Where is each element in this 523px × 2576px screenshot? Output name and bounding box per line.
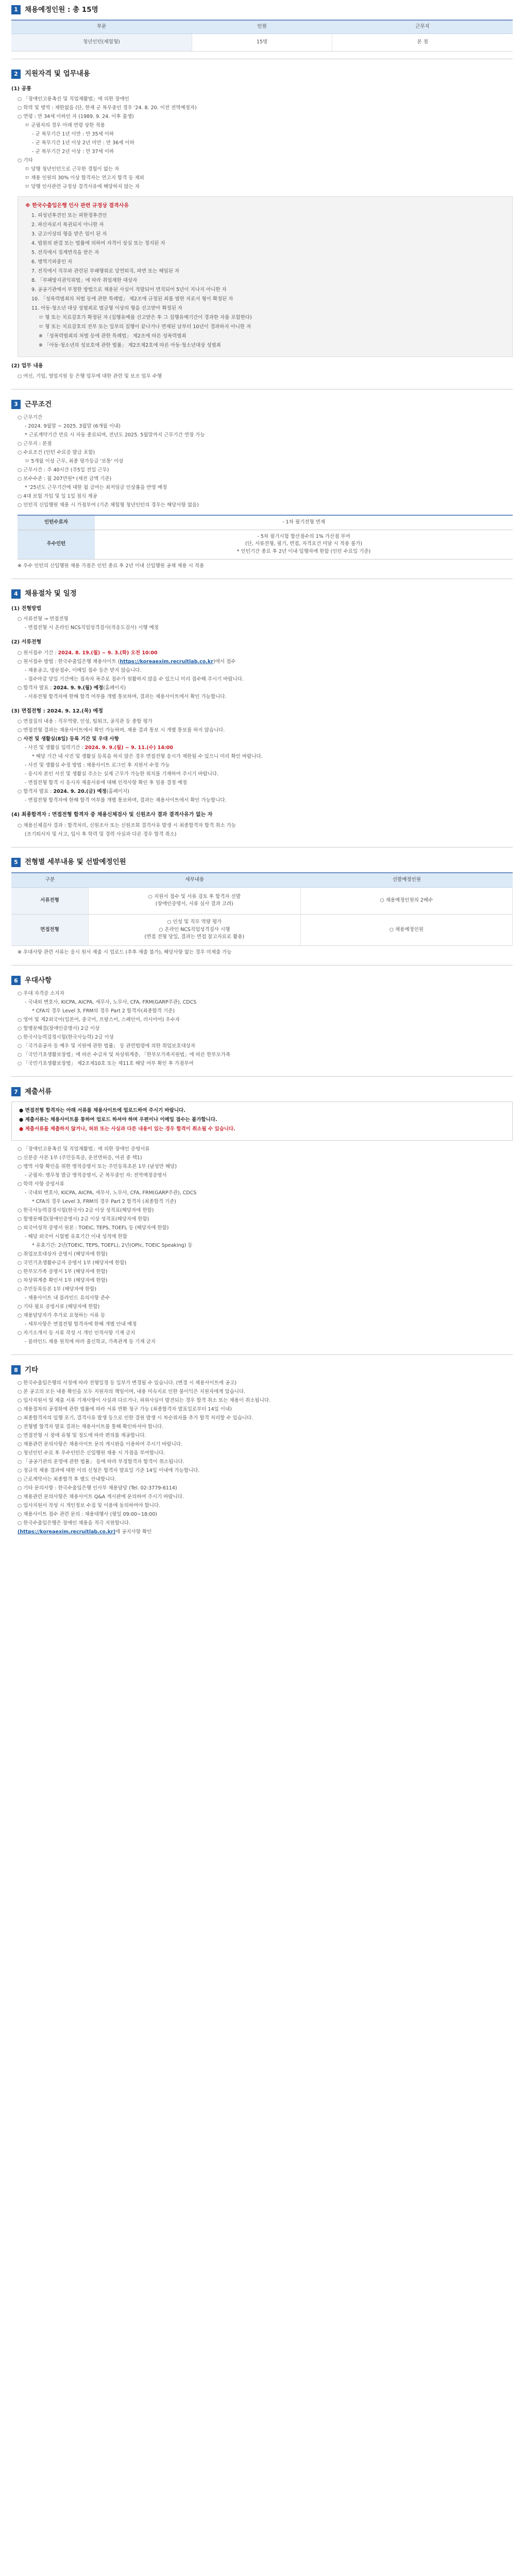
pass-label: ○ 합격자 발표 : [18,685,54,691]
divider [11,847,513,848]
text-line: - 2024. 9월말 ~ 2025. 3월말 (6개월 이내) [25,423,121,429]
text-line: ○ 국민기초생활수급자 증명서 1부 (해당자에 한함) [18,1260,127,1266]
text-line: 3. 금고이상의 형을 받은 임이 된 자 [31,231,107,237]
text-line: ○ 한국사능력검정시험(한국사) 2급 이상 성적표(해당자에 한함) [18,1208,154,1214]
section-qualifications [11,69,513,390]
text-line: ㅁ 군필자의 경우 아래 연령 상한 적용 [25,123,105,128]
text-line: 1. 피성년후견인 또는 피한정후견인 [31,212,107,218]
text-line: * 유효기간: 2년(TOEIC, TEPS, TOEFL), 2년(OPIc, TOEIC Speaking) 등 [32,1243,193,1249]
text-line: - 군필자: 병무청 발급 병적증명서, 군 복무중인 자: 전역예정증명서 [25,1173,167,1179]
text-line [11,650,513,658]
notice-line: ● 제출서류를 제출하지 않거나, 허위 또는 사실과 다른 내용이 있는 경우 합격이 취소될 수 있습니다. [19,1126,235,1132]
text-line: ○ 외국어성적 증명서 원본 : TOEIC, TEPS, TOEFL 등 (해당자에 한함) [18,1225,169,1231]
text-line: 4. 법원의 판결 또는 법률에 의하여 자격이 상실 또는 정지된 자 [31,240,165,246]
text-line: 8. 「부패방지권익위법」에 따라 취업제한 대상자 [31,277,138,283]
text-line: ○ 「장애인고용촉진 및 직업재활법」에 의한 장애인 [18,96,129,102]
section-process-schedule [11,588,513,848]
text-line: ○ 기타 필요 증빙서류 (해당자에 한함) [18,1304,100,1310]
text-line: ○ 면접전형 결과는 채용사이트에서 확인 가능하며, 채용 결과 통보 시 개별 통보를 하지 않습니다. [18,727,225,734]
section-number-badge: 5 [11,858,21,867]
link-suffix: 에서 접수 [215,658,236,665]
subheading: (2) 서류전형 [11,639,42,646]
text-line: ㅁ 형 또는 치료감호가 확정된 자 (집행유예를 선고받은 후 그 집행유예기간이 경과한 자를 포함한다) [39,314,252,320]
text-line: ○ 취업보호대상자 증명서 (해당자에 한함) [18,1251,108,1258]
table-header: 부문 [11,20,192,33]
section-screening-details [11,857,513,965]
recruit-site-link[interactable]: https://koreaexim.recruitlab.co.kr [120,658,213,665]
section-header [11,1086,513,1097]
apply-period: 2024. 8. 19.(월) ~ 9. 3.(화) 오전 10:00 [58,650,158,656]
text-line: ○ 채용사이트 접수 관련 문의 : 채용대행사 (평일 09:00~18:00) [18,1512,157,1518]
text-line: - 채용공고, 방문접수, 이메일 접수 등은 받지 않습니다. [25,667,142,673]
text-line: ○ 차상위계층 확인서 1부 (해당자에 한함) [18,1278,108,1284]
section-header [11,1364,513,1376]
text-line: ㅁ 채용 인원의 30% 이상 합격자는 연고지 합격 등 제외 [25,175,144,181]
section-title: 기타 [25,1365,39,1374]
text-line: - 세부사항은 면접전형 합격자에 한해 개별 안내 예정 [25,1321,137,1328]
text-line [11,744,513,753]
table-cell: 청년인턴(체험형) [11,33,192,51]
text-line: ○ 병역 사항 확인을 위한 병적증명서 또는 주민등록초본 1부 (남성만 해당) [18,1164,177,1170]
text-line: 5. 전직에서 징계면직을 받은 자 [31,249,99,256]
text-line: ○ 근무기간 [18,415,43,420]
table-cell: ○ 인성 및 직무 역량 평가 ○ 온라인 NCS직업성격검사 시행 (면접 전형 당일, 결과는 면접 참고자료로 활용) [89,914,301,946]
text-line: - 군 복무기간 1년 이만 : 만 35세 이하 [32,131,114,137]
section-header [11,4,513,15]
text-line: ○ 입사지원서 작성 시 개인정보 수집 및 이용에 동의하여야 합니다. [18,1503,161,1509]
apply-period-label: ○ 원서접수 기간 : [18,650,58,656]
text-line: ○ 학력 사항 증빙서류 [18,1181,64,1188]
text-line: ○ 「국민기초생활보장법」에 따른 수급자 및 차상위계층, 「한부모가족지원법」에 따른 한부모가족 [18,1052,231,1058]
text-line: ※ 「아동·청소년의 성보호에 관한 법률」 제2조제2호에 따른 아동·청소년대상 성범죄 [39,342,221,348]
text-line: * 근로계약기간 만료 시 자동 종료되며, 전년도 2025. 5월말까지 근무기간 연장 가능 [25,432,205,438]
text-line: ○ 면접질의 내용 : 직무역량, 인성, 팀워크, 공직관 등 종합 평가 [18,719,153,725]
subheading: (1) 전형방법 [11,605,42,612]
text-line: - 군 복무기간 1년 이상 2년 미만 : 만 36세 이하 [32,140,134,146]
table-cell: ○ 지원서 접수 및 서류 검토 후 합격자 선발 (장애인증명서, 서류 심사 결과 고려) [89,888,301,914]
text-line: ○ 채용관련 문의사항은 채용사이트 Q&A 게시판에 문의하여 주시기 바랍니다. [18,1494,184,1500]
text-line: ○ 연령 : 만 34세 이하인 자 (1989. 9. 24. 이후 출생) [18,114,134,120]
text-line: ○ 채용절차의 공정화에 관한 법률에 따라 서류 반환 청구 가능 (최종합격자 발표일로부터 14일 이내) [18,1406,232,1413]
section-documents [11,1086,513,1355]
text-line: - 국내외 변호사, KICPA, AICPA, 세무사, 노무사, CFA, FRM(GARP주관), CDCS [25,999,197,1006]
text-line: ○ 본 공고의 모든 내용 확인을 모두 지원자의 책임이며, 내용 미숙지로 인한 불이익은 지원자에게 있습니다. [18,1389,246,1395]
table-row [11,33,513,51]
text-line: ○ 보수수준 : 월 207만원* (세전 금액 기준) [18,476,112,482]
text-line: (조기퇴사자 및 사고, 입사 후 학력 및 경력 사실과 다른 경우 합격 취소) [25,831,177,837]
section-number-badge: 1 [11,5,21,14]
text-line: ㅁ 당행 인사관련 규정상 결격사유에 해당하지 않는 자 [25,184,140,190]
table-header: 인원 [192,20,332,33]
table-label: 우수인턴 [18,530,95,560]
table-cell: 본 점 [332,33,513,51]
footnote: ※ 우대사항 관련 서류는 응시 원서 제출 시 업로드 (추후 제출 불가), 해당사항 없는 경우 미제출 가능 [18,950,232,956]
section-preferences [11,975,513,1077]
table-label: 면접전형 [11,914,89,946]
section-header [11,399,513,410]
text-line: * CFA의 경우 Level 3, FRM의 경우 Part 2 합격자(최종합격 기준) [32,1008,175,1014]
text-line: ○ 원서접수 방법 : 한국수출입은행 채용사이트 (https://koreaexim.recruitlab.co.kr)에서 접수 [18,658,236,665]
text-line: ○ 한부모가족 증명서 1부 (해당자에 한함) [18,1269,108,1275]
text-line: ○ 근무시간 : 주 40시간 (주5일 전일 근무) [18,467,109,473]
text-line: - 해당 외국어 시험별 유효기간 이내 성적에 한함 [25,1234,127,1240]
text-line: ○ 「공공기관의 운영에 관한 법률」 등에 따라 부정합격자 합격이 취소됩니다. [18,1459,184,1465]
text-line: ○ 여신, 기업, 영업지원 등 은행 업무에 대한 관련 및 보조 업무 수행 [18,374,162,379]
text-line: ○ 채용관련 문의사항은 채용사이트 문의 게시판을 이용하여 주시기 바랍니다. [18,1442,182,1448]
text-line: 2. 파산자로서 복권되지 아니한 자 [31,222,104,228]
text-line: ㅁ 5개월 이상 근무, 최종 평가등급 '보통' 이상 [25,459,124,464]
text-line: ○ 「장애인고용촉진 및 직업재활법」에 의한 장애인 증명서류 [18,1146,150,1153]
divider [11,1354,513,1355]
subheading: (4) 최종합격자 : 면접전형 합격자 중 채용신체검사 및 신원조사 결과 결격사유가 없는 자 [11,812,213,818]
text-line: - 접수마감 당일 기간에는 접속자 폭주로 접수가 원활하지 않을 수 있으니 미리 접수해 주시기 바랍니다. [25,676,244,682]
pass-date: 2024. 9. 9.(월) 예정 [53,685,104,691]
table-header-row [11,20,513,33]
text-line: - 면접전형 시 온라인 NCS직업성격검사(적응도검사) 시행 예정 [25,625,159,631]
pass-suffix: (홈페이지) [106,789,129,795]
text-line: ○ 영어 및 제2외국어(일본어, 중국어, 프랑스어, 스페인어, 러시아어) 우수자 [18,1017,180,1023]
section-title: 우대사항 [25,976,52,985]
text-line: ○ 청년인턴 수료 후 우수인턴은 신입행원 채용 시 가점을 부여합니다. [18,1450,165,1456]
text-line: ○ 신분증 사본 1부 (주민등록증, 운전면허증, 여권 중 택1) [18,1155,142,1161]
table-cell: 15명 [192,33,332,51]
text-line: ○ 합병문해결(장애인증명서) 2급 이상 성적표(해당자에 한함) [18,1216,149,1223]
text-line: ○ 근로계약서는 최종합격 후 별도 안내합니다. [18,1477,116,1483]
text-line: ○ 인턴직 신입행원 채용 시 가점부여 (기존 체험형 청년인턴의 경우는 해당사항 없음) [18,502,199,508]
documents-notice-box [11,1101,513,1141]
text-line: - 면접전형 합격 시 응시자 제출서류에 대해 인적사항 확인 후 임용 결정 예정 [25,780,187,786]
text-line: ○ 주민등록등본 1부 (해당자에 한함) [18,1286,97,1293]
screening-table [11,872,513,946]
text-line: ○ 한국수출입은행의 사정에 따라 전형일정 등 일부가 변경될 수 있습니다. (변경 시 채용사이트에 공고) [18,1380,237,1386]
text-line: 6. 병역기피중인 자 [31,259,73,265]
subheading: (1) 공통 [11,86,31,92]
text-line: - 블라인드 채용 원칙에 따라 출신학교, 가족관계 등 기재 금지 [25,1339,156,1345]
text-line: - 응시자 본인 사진 및 생활실 주소는 실제 근무가 가능한 위치를 기재하여 주시기 바랍니다. [25,771,219,777]
text-line [11,1529,513,1537]
section-title: 채용예정인원 : 총 15명 [25,5,98,14]
disqualification-box [18,196,513,357]
section-headcount [11,4,513,59]
text-line: ○ 정규직 채용 결과에 대한 이의 신청은 합격자 발표일 기준 14일 이내에 가능합니다. [18,1468,200,1474]
link-suffix: 에 공지사항 확인 [115,1529,152,1535]
section-number-badge: 7 [11,1087,21,1096]
photo-period: 2024. 9. 9.(월) ~ 9. 11.(수) 14:00 [85,745,173,751]
table-label: 서류전형 [11,888,89,914]
text-line: ○ 사전 및 생활실(8일) 등록 기간 및 우대 사항 [18,736,119,742]
text-line: ○ 자기소개서 등 서류 작성 시 개인 인적사항 기재 금지 [18,1330,136,1336]
section-number-badge: 4 [11,589,21,599]
box-title: ※ 한국수출입은행 인사 관련 규정상 결격사유 [25,203,129,209]
pass-suffix: (홈페이지) [103,685,126,691]
table-header: 세부내용 [89,872,301,888]
section-title: 채용절차 및 일정 [25,589,77,598]
text-line: ○ 전형별 합격자 발표 결과는 채용사이트를 통해 확인하셔야 합니다. [18,1424,164,1430]
subheading: (3) 면접전형 : 2024. 9. 12.(목) 예정 [11,708,103,714]
text-line: * '25년도 근무기간에 대한 월 급여는 최저임금 인상률을 반영 예정 [25,485,167,490]
text-line: ○ 면접전형 시 장애 유형 및 정도에 따라 편의를 제공합니다. [18,1433,146,1439]
intern-benefit-table [18,515,513,560]
subheading: (2) 업무 내용 [11,363,43,369]
table-cell: - 5차 필기시험 합산점수의 1% 가산점 부여 (단, 서류전형, 필기, 면접, 자격요건 미달 시 적용 불가) * 인턴기간 종료 후 2년 이내 입행자에 한함 (인턴 수료일 기준) [95,530,513,560]
section-header [11,69,513,80]
table-header: 구분 [11,872,89,888]
text-line: ○ 기타 [18,158,33,163]
text-line: ○ 근무지 : 본점 [18,441,52,447]
pass-label: ○ 합격자 발표 : [18,789,54,795]
text-line: ○ 「국가유공자 등 예우 및 지원에 관한 법률」 등 관련법령에 의한 취업보호대상자 [18,1043,195,1049]
section-number-badge: 3 [11,400,21,409]
section-title: 지원자격 및 업무내용 [25,70,90,78]
text-line: ○ 입사지원서 및 제출 서류 기재사항이 사실과 다르거나, 허위사실이 발견되는 경우 합격 취소 또는 채용이 취소됩니다. [18,1398,271,1404]
text-line: * 해당 기간 내 사진 및 생활실 등록을 하지 않은 경우 면접전형 응시가 제한될 수 있으니 미리 확인 바랍니다. [32,754,263,760]
footnote: ※ 우수 인턴의 신입행원 채용 가점은 인턴 종료 후 2년 이내 신입행원 공채 채용 시 적용 [18,563,205,569]
text-line: ○ 최종합격자의 입행 포기, 결격사유 발생 등으로 인한 결원 발생 시 차순위자를 추가 합격 처리할 수 있습니다. [18,1415,254,1421]
text-line: - 채용사이트 내 블라인드 유의사항 준수 [25,1295,110,1301]
table-cell: ○ 채용예정인원 [301,914,513,946]
section-number-badge: 8 [11,1365,21,1375]
text-line: ㅁ 당행 청년인턴으로 근무한 경험이 없는 자 [25,166,120,172]
text-line: ※ 「성폭력범죄의 처벌 등에 관한 특례법」 제2조에 따른 성폭력범죄 [39,333,187,339]
section-number-badge: 6 [11,976,21,985]
text-line: ㅁ 형 또는 치료감호의 전부 또는 일부의 집행이 끝나거나 면제된 날부터 10년이 경과하지 아니한 자 [39,324,251,330]
section-title: 근무조건 [25,400,52,409]
section-misc [11,1364,513,1537]
text-line: ○ 합병문해결(장애인증명서) 2급 이상 [18,1026,100,1032]
apply-method-label: ○ 원서접수 방법 : 한국수출입은행 채용사이트 [18,658,116,665]
text-line: - 국내외 변호사, KICPA, AICPA, 세무사, 노무사, CFA, FRM(GARP주관), CDCS [25,1190,197,1196]
text-line: ○ 학력 및 병역 : 제한없음 (단, 현재 군 복무중인 경우 '24. 8. 20. 이전 전역예정자) [18,105,197,111]
pass-date: 2024. 9. 20.(금) 예정 [53,789,107,795]
text-line: - 군 복무기간 2년 이상 : 만 37세 이하 [32,149,114,155]
text-line: ○ 채용담당자가 추가로 요청하는 서류 등 [18,1313,106,1319]
section-header [11,975,513,986]
table-header: 선발예정인원 [301,872,513,888]
text-line: - 사진 및 생활실 수정 방법 : 채용사이트 로그인 후 지원서 수정 가능 [25,762,170,769]
text-line: ○ 서류전형 → 면접전형 [18,616,69,622]
headcount-table [11,20,513,52]
text-line [11,685,513,693]
text-line: * CFA의 경우 Level 3, FRM의 경우 Part 2 합격자 (최종합격 기준) [32,1199,176,1205]
section-title: 제출서류 [25,1087,52,1096]
text-line: 7. 전직에서 직무와 관련된 부패행위로 당연퇴직, 파면 또는 해임된 자 [31,268,180,274]
section-title: 전형별 세부내용 및 선발예정인원 [25,858,126,867]
text-line: - 면접전형 합격자에 한해 합격 여부를 개별 통보하며, 결과는 채용사이트에서 확인 가능합니다. [25,798,227,804]
section-number-badge: 2 [11,70,21,79]
table-cell: - 1차 필기전형 면제 [95,516,513,530]
text-line: ○ 한국사능력검정시험(한국사능력) 2급 이상 [18,1035,114,1041]
text-line: ○ 우대 자격증 소지자 [18,991,64,997]
divider [11,1076,513,1077]
notice-line: ● 제출서류는 채용사이트를 통하여 업로드 하셔야 하며 우편이나 이메일 접수는 불가합니다. [19,1117,217,1123]
table-header: 근무지 [332,20,513,33]
text-line: 11. 아동·청소년 대상 성범죄로 벌금형 이상의 형을 선고받아 확정된 자 [31,305,183,311]
recruit-site-link-footer[interactable]: (https://koreaexim.recruitlab.co.kr) [18,1529,116,1535]
section-work-conditions [11,399,513,579]
text-line: ○ 4대 보험 가입 및 일 1일 점식 제공 [18,494,97,499]
text-line: ○ 수요조건 (인턴 수료증 발급 포함) [18,450,95,455]
text-line [11,788,513,797]
text-line: ○ 「국민기초생활보장법」 제2조제10호 또는 제11호 해당 여부 확인 후 가점부여 [18,1061,194,1067]
table-label: 인턴수료자 [18,516,95,530]
text-line: - 서류전형 합격자에 한해 합격 여부를 개별 통보하며, 결과는 채용사이트에서 확인 가능합니다. [25,693,227,700]
text-line: 9. 공공기관에서 부정한 방법으로 채용된 사실이 적발되어 면직되어 5년이 지나지 아니한 자 [31,286,227,293]
section-header [11,857,513,868]
photo-period-label: - 사진 및 생활실 입력기간 : [25,745,85,751]
text-line: 10. 「성폭력범죄의 처벌 등에 관한 특례법」 제2조에 규정된 죄를 범한 자로서 형이 확정된 자 [31,296,233,302]
notice-line: ● 면접전형 합격자는 아래 서류를 채용사이트에 업로드하여 주시기 바랍니다. [19,1108,185,1114]
text-line: ○ 한국수출입은행은 장애인 채용을 적극 지원합니다. [18,1520,131,1527]
section-header [11,588,513,600]
text-line: ○ 채용신체검사 결과 : 합격처리, 신원조사 또는 신원조회 결격사유 발생 시 최종합격자 합격 취소 가능 [18,822,236,828]
table-cell: ○ 채용예정인원의 2배수 [301,888,513,914]
text-line: ○ 기타 문의사항 : 한국수출입은행 인사부 채용담당 (Tel. 02-3779-6114) [18,1485,177,1492]
